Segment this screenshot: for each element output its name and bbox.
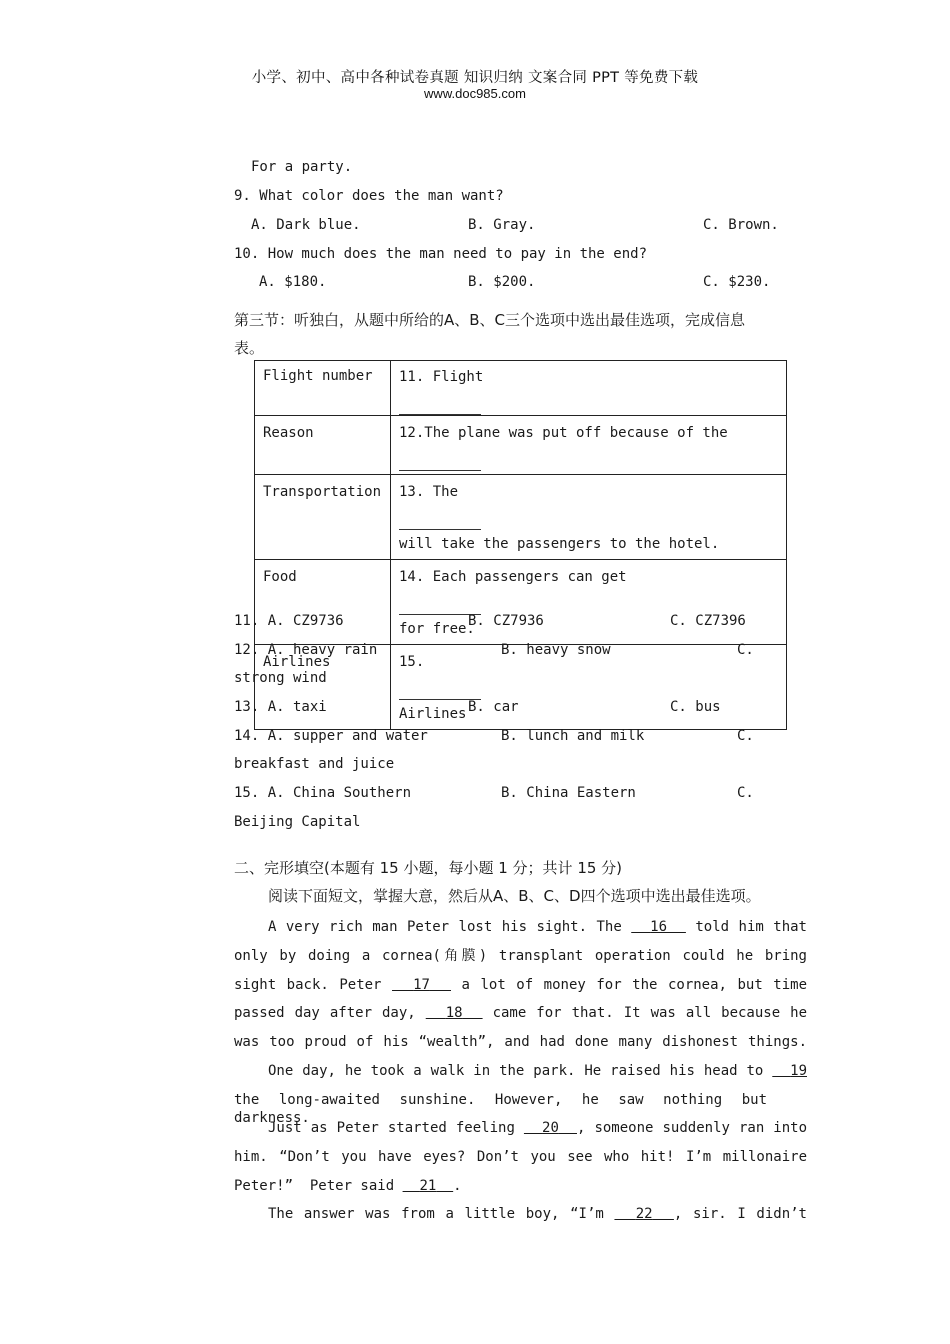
answer-blank[interactable]: [399, 448, 481, 471]
q14-option-c: C.: [737, 728, 754, 744]
answer-blank[interactable]: [399, 677, 481, 700]
table-row: [255, 416, 787, 475]
passage-line: passed day after day, 18 came for that. It was all because he: [234, 1005, 807, 1021]
table-cell-label: Flight number: [255, 361, 391, 416]
q9-option-b: B. Gray.: [468, 217, 536, 233]
passage-line: Just as Peter started feeling 20 , someone suddenly ran into: [268, 1120, 808, 1136]
passage-line: was too proud of his “wealth”, and had done many dishonest things.: [234, 1034, 807, 1050]
table-cell-value: 14. Each passengers can get for free.: [391, 560, 787, 645]
info-table: [254, 360, 787, 730]
q13-option-c: C. bus: [670, 699, 721, 715]
q12-option-a: 12. A. heavy rain: [234, 642, 378, 658]
passage-line: only by doing a cornea(角膜) transplant operation could he bring: [234, 948, 807, 964]
blank-19[interactable]: 19: [790, 1063, 807, 1079]
q15-option-a: 15. A. China Southern: [234, 785, 412, 801]
passage-line: The answer was from a little boy, “I’m 22 , sir. I didn’t: [268, 1206, 807, 1222]
table-row: [255, 475, 787, 560]
q13-option-a: 13. A. taxi: [234, 699, 327, 715]
header-title: 小学、初中、高中各种试卷真题 知识归纳 文案合同 PPT 等免费下载: [251, 70, 699, 86]
passage-line: A very rich man Peter lost his sight. The 16 told him that: [268, 919, 807, 935]
q9-stem: 9. What color does the man want?: [234, 188, 504, 204]
answer-blank[interactable]: [399, 392, 481, 415]
table-row: [255, 560, 787, 645]
q14-option-c-text: breakfast and juice: [234, 756, 395, 772]
passage-line: One day, he took a walk in the park. He raised his head to 19: [268, 1063, 807, 1079]
section3-instruction-cont: 表。: [234, 339, 265, 357]
part2-title: 二、完形填空(本题有 15 小题，每小题 1 分；共计 15 分): [234, 859, 623, 877]
q14-option-a: 14. A. supper and water: [234, 728, 428, 744]
blank-18[interactable]: 18: [445, 1005, 463, 1021]
q15-option-c-text: Beijing Capital: [234, 814, 361, 830]
q12-option-c: C.: [737, 642, 754, 658]
blank-21[interactable]: 21: [419, 1178, 437, 1194]
table-cell-label: Transportation: [255, 475, 391, 560]
table-cell-value: 15. Airlines: [391, 645, 787, 730]
blank-22[interactable]: 22: [635, 1206, 653, 1222]
q10-option-c: C. $230.: [703, 274, 771, 290]
q9-option-a: A. Dark blue.: [251, 217, 361, 233]
passage-line: Peter!” Peter said 21 .: [234, 1178, 462, 1194]
q10-stem: 10. How much does the man need to pay in the end?: [234, 246, 648, 262]
blank-17[interactable]: 17: [413, 977, 430, 993]
passage-line: him. “Don’t you have eyes? Don’t you see who hit! I’m millonaire: [234, 1149, 807, 1165]
q12-option-b: B. heavy snow: [501, 642, 611, 658]
q14-option-b: B. lunch and milk: [501, 728, 645, 744]
section3-instruction: 第三节：听独白，从题中所给的A、B、C三个选项中选出最佳选项，完成信息: [234, 311, 746, 329]
q13-option-b: B. car: [468, 699, 519, 715]
table-cell-value: 13. The will take the passengers to the hotel.: [391, 475, 787, 560]
table-cell-label: Airlines: [255, 645, 391, 730]
q12-option-c-text: strong wind: [234, 670, 327, 686]
blank-16[interactable]: 16: [650, 919, 667, 935]
q15-option-c: C.: [737, 785, 754, 801]
table-row: [255, 361, 787, 416]
q8-answer-c: For a party.: [251, 159, 353, 175]
passage-line: the long-awaited sunshine. However, he saw nothing but darkness.: [234, 1092, 767, 1126]
table-cell-label: Food: [255, 560, 391, 645]
table-cell-label: Reason: [255, 416, 391, 475]
part2-instruction: 阅读下面短文，掌握大意，然后从A、B、C、D四个选项中选出最佳选项。: [268, 887, 761, 905]
q11-option-a: 11. A. CZ9736: [234, 613, 344, 629]
table-cell-value: 11. Flight: [391, 361, 787, 416]
answer-blank[interactable]: [399, 507, 481, 530]
q11-option-b: B. CZ7936: [468, 613, 544, 629]
blank-20[interactable]: 20: [542, 1120, 559, 1136]
q15-option-b: B. China Eastern: [501, 785, 636, 801]
passage-line: sight back. Peter 17 a lot of money for the cornea, but time: [234, 977, 808, 993]
q10-option-a: A. $180.: [259, 274, 327, 290]
q9-option-c: C. Brown.: [703, 217, 779, 233]
q10-option-b: B. $200.: [468, 274, 536, 290]
header-url[interactable]: www.doc985.com: [424, 86, 526, 101]
q11-option-c: C. CZ7396: [670, 613, 746, 629]
table-cell-value: 12.The plane was put off because of the: [391, 416, 787, 475]
